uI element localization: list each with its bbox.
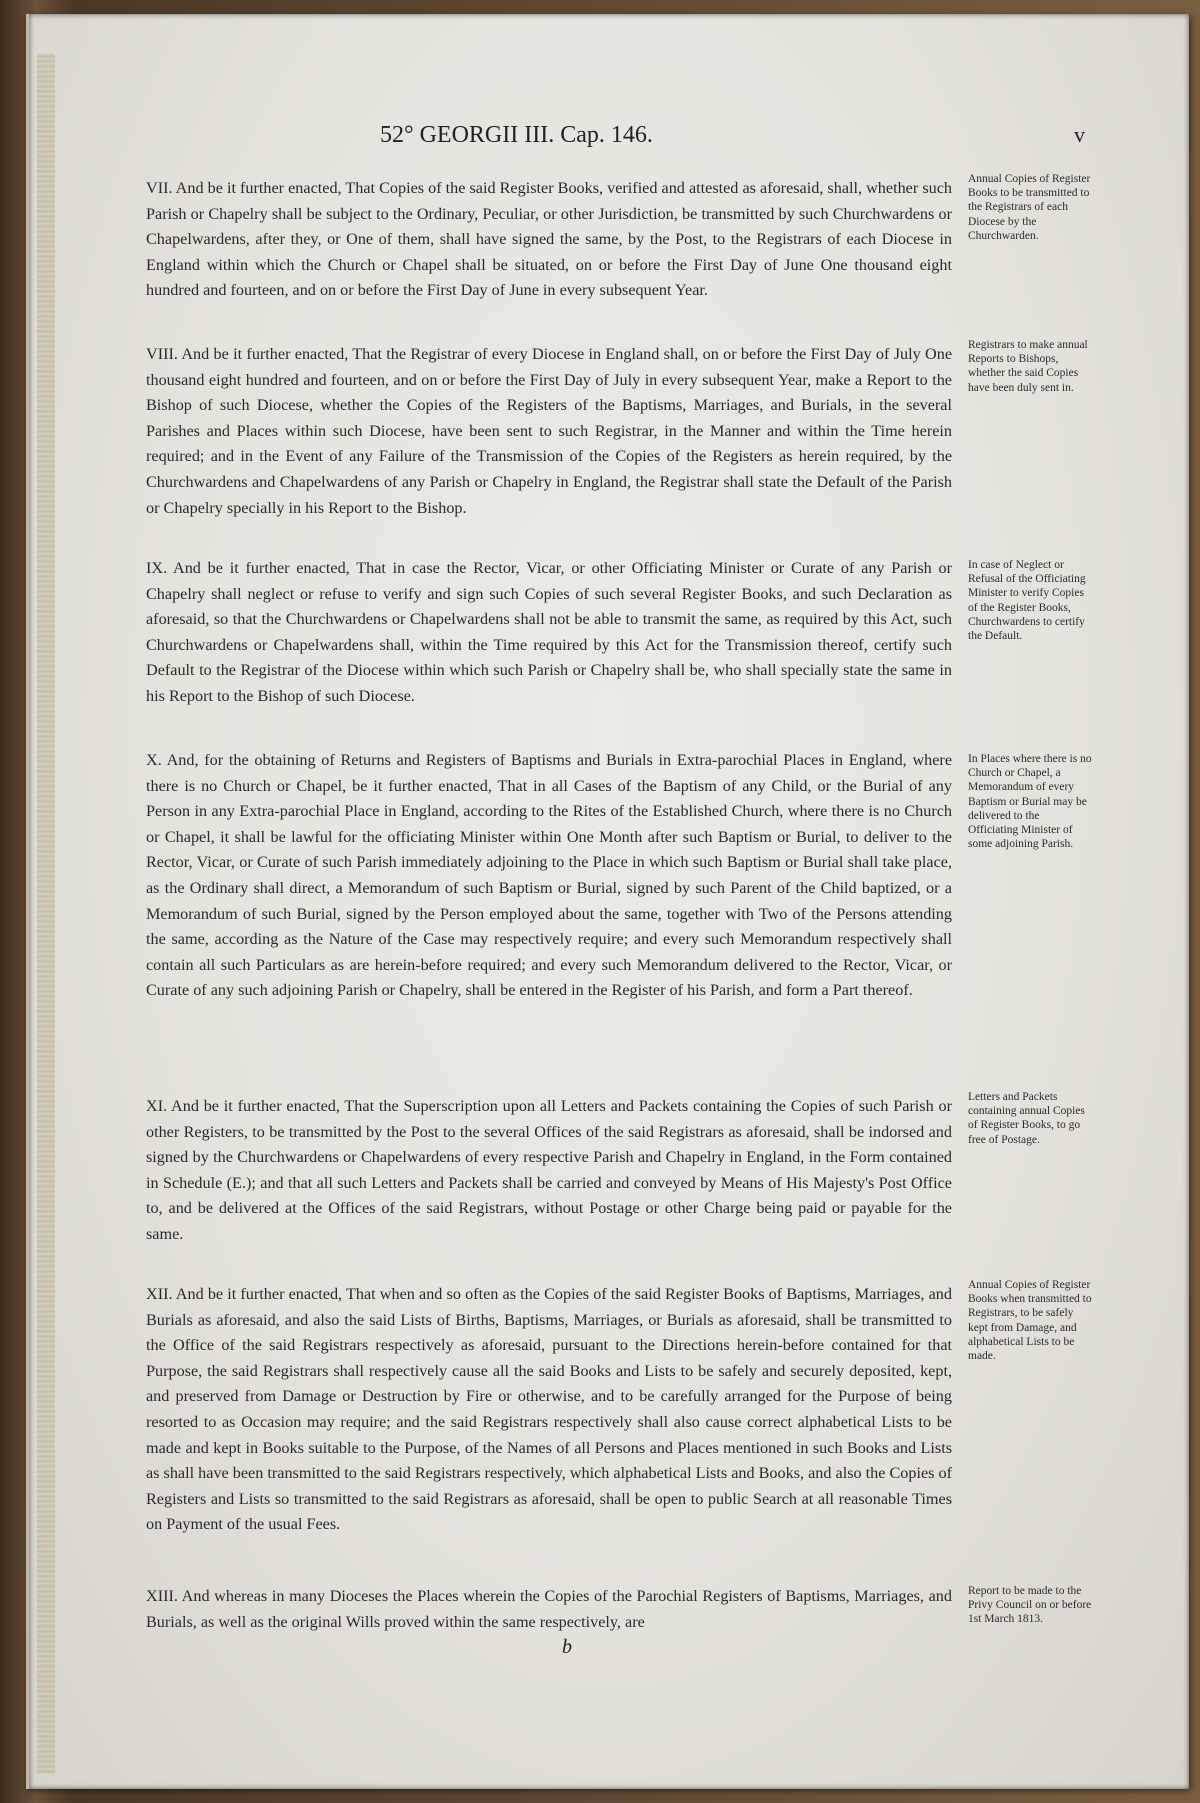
section-x-marginal-note: In Places where there is no Church or Chapel, a Memorandum of every Baptism or Burial may be delivered to the Officiating Minister of some adjoining Parish. xyxy=(968,753,1092,851)
section-xiii-text: XIII. And whereas in many Dioceses the Places wherein the Copies of the Parochial Registers of Baptisms, Marriages, and Burials, as well as the original Wills proved within the same respectively, are xyxy=(146,1587,952,1631)
running-header: 52° GEORGII III. Cap. 146. xyxy=(380,122,653,148)
section-ix-marginal-note: In case of Neglect or Refusal of the Officiating Minister to verify Copies of the Register Books, Churchwardens to certify the Default. xyxy=(968,559,1086,643)
section-vii-text: VII. And be it further enacted, That Copies of the said Register Books, verified and attested as aforesaid, shall, whether such Parish or Chapelry shall be subject to the Ordinary, Peculiar, or other Jurisdiction, be transmitted by such Churchwardens or Chapelwardens, after they, or One of them, shall have signed the same, by the Post, to the Registrars of each Diocese in England within which the Church or Chapel shall be situated, on or before the First Day of June One thousand eight hundred and fourteen, and on or before the First Day of June in every subsequent Year. xyxy=(146,179,952,300)
section-xi-marginal-note: Letters and Packets containing annual Copies of Register Books, to go free of Postage. xyxy=(968,1091,1085,1146)
section-viii-marginal-note: Registrars to make annual Reports to Bishops, whether the said Copies have been duly sent in. xyxy=(968,339,1088,394)
section-xi-text: XI. And be it further enacted, That the Superscription upon all Letters and Packets containing the Copies of such Parish or other Registers, to be transmitted by the Post to the several Offices of the said Registrars as aforesaid, shall be indorsed and signed by the Churchwardens or Chapelwardens of every respective Parish and Chapelry in England, in the Form contained in Schedule (E.); and that all such Letters and Packets shall be carried and conveyed by Means of His Majesty's Post Office to, and be delivered at the Offices of the said Registrars, without Postage or other Charge being paid or payable for the same. xyxy=(146,1097,952,1243)
section-x-text: X. And, for the obtaining of Returns and Registers of Baptisms and Burials in Extra-parochial Places in England, where there is no Church or Chapel, be it further enacted, That in all Cases of the Baptism of any Child, or the Burial of any Person in any Extra-parochial Place in England, according to the Rites of the Established Church, where there is no Church or Chapel, it shall be lawful for the officiating Minister within One Month after such Baptism or Burial, to deliver to the Rector, Vicar, or Curate of such Parish immediately adjoining to the Place in which such Baptism or Burial shall take place, as the Ordinary shall direct, a Memorandum of such Baptism or Burial, signed by such Parent of the Child baptized, or a Memorandum of such Burial, signed by the Person employed about the same, together with Two of the Persons attending the same, according as the Nature of the Case may respectively require; and every such Memorandum respectively shall contain all such Particulars as are herein-before required; and every such Memorandum delivered to the Rector, Vicar, or Curate of any such adjoining Parish or Chapelry, shall be entered in the Register of his Parish, and form a Part thereof. xyxy=(146,751,952,1000)
section-xii-marginal-note: Annual Copies of Register Books when transmitted to Registrars, to be safely kept from Damage, and alphabetical Lists to be made. xyxy=(968,1279,1092,1363)
section-viii-text: VIII. And be it further enacted, That the Registrar of every Diocese in England shall, on or before the First Day of July One thousand eight hundred and fourteen, and on or before the First Day of July in every subsequent Year, make a Report to the Bishop of such Diocese, whether the Copies of the Registers of the Baptisms, Marriages, and Burials, in the several Parishes and Places within such Diocese, have been sent to such Registrar, in the Manner and within the Time herein required; and in the Event of any Failure of the Transmission of the Copies of the Registers as herein required, by the Churchwardens and Chapelwardens of any Parish or Chapelry in England, the Registrar shall state the Default of the Parish or Chapelry specially in his Report to the Bishop. xyxy=(146,345,952,517)
page-folio: v xyxy=(1074,122,1085,147)
section-vii-marginal-note: Annual Copies of Register Books to be transmitted to the Registrars of each Diocese by the Churchwarden. xyxy=(968,173,1091,242)
section-xiii-marginal-note: Report to be made to the Privy Council on or before 1st March 1813. xyxy=(968,1585,1092,1626)
section-xii-text: XII. And be it further enacted, That when and so often as the Copies of the said Register Books of Baptisms, Marriages, and Burials as aforesaid, and also the said Lists of Births, Baptisms, Marriages, or Burials as aforesaid, shall be transmitted to the Office of the said Registrars respectively as aforesaid, pursuant to the Directions herein-before contained for that Purpose, the said Registrars shall respectively cause all the said Books and Lists to be safely and securely deposited, kept, and preserved from Damage or Destruction by Fire or otherwise, and to be carefully arranged for the Purpose of being resorted to as Occasion may require; and the said Registrars respectively shall also cause correct alphabetical Lists to be made and kept in Books suitable to the Purpose, of the Names of all Persons and Places mentioned in such Books and Lists as shall have been transmitted to the said Registrars respectively, which alphabetical Lists and Books, and also the Copies of Registers and Lists so transmitted to the said Registrars as aforesaid, shall be open to public Search at all reasonable Times on Payment of the usual Fees. xyxy=(146,1285,952,1534)
signature-mark: b xyxy=(562,1636,572,1658)
page-binding-edge xyxy=(37,54,55,1774)
section-ix-text: IX. And be it further enacted, That in case the Rector, Vicar, or other Officiating Minister or Curate of any Parish or Chapelry shall neglect or refuse to verify and sign such Copies of such several Register Books, and such Declaration as aforesaid, so that the Churchwardens or Chapelwardens shall not be able to transmit the same, as required by this Act, such Churchwardens or Chapelwardens shall, within the Time required by this Act for the Transmission thereof, certify such Default to the Registrar of the Diocese within which such Parish or Chapelry shall be, who shall specially state the same in his Report to the Bishop of such Diocese. xyxy=(146,559,952,705)
